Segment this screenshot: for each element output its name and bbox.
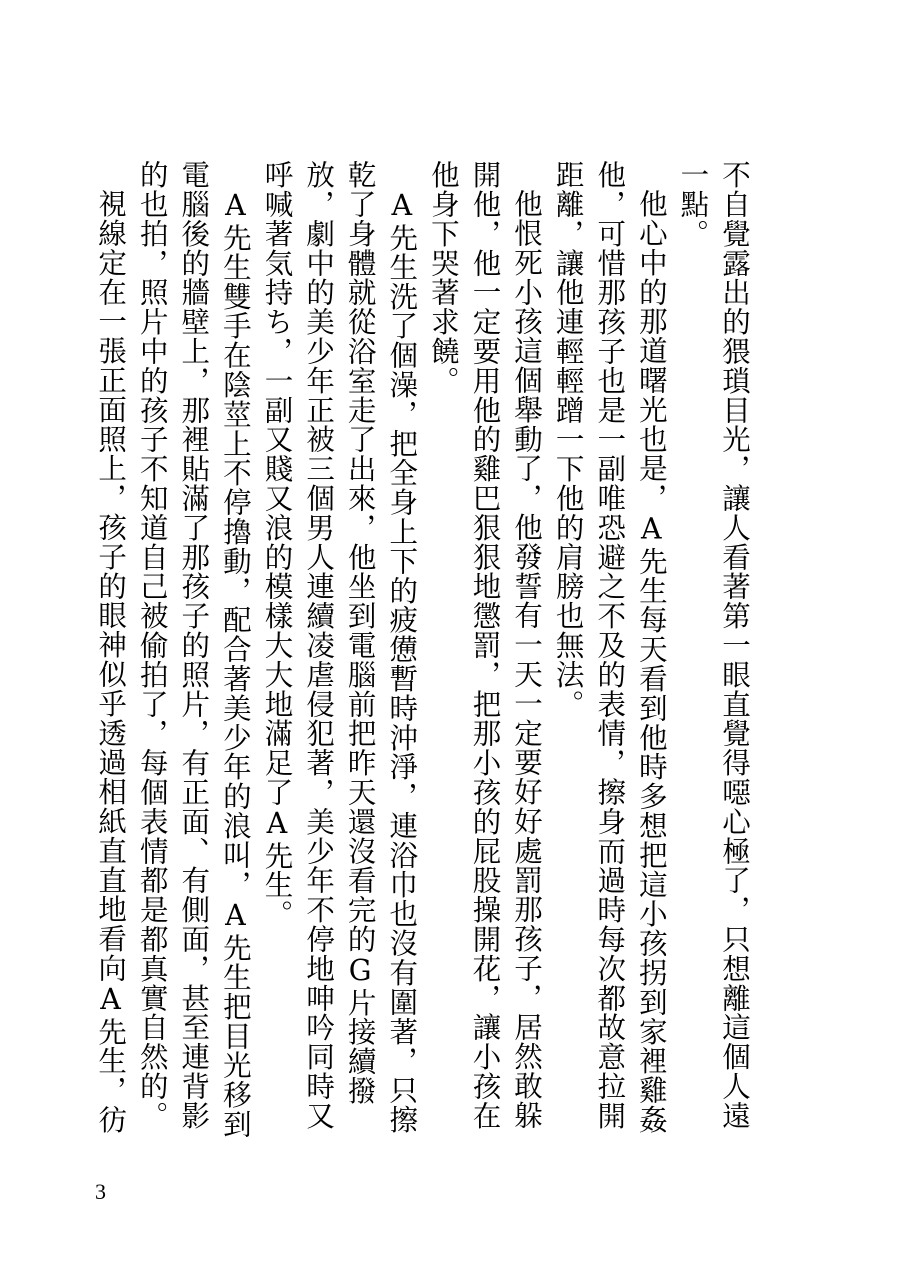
paragraph: 他心中的那道曙光也是，A先生每天看到他時多想把這小孩拐到家裡雞姦他，可惜那孩子也是一副唯恐避之不及的表情，擦身而過時每次都故意拉開距離，讓他連輕輕蹭一下他的肩膀也無法。 [551, 160, 668, 1134]
paragraph: 視線定在一張正面照上，孩子的眼神似乎透過相紙直直地看向A先生，彷 [94, 188, 128, 1134]
page-number: 3 [95, 1179, 106, 1204]
paragraph: A先生洗了個澡，把全身上下的疲憊暫時沖淨，連浴巾也沒有圍著，只擦乾了身體就從浴室走了出來，他坐到電腦前把昨天還沒看完的G片接續撥放，劇中的美少年正被三個男人連續凌虐侵犯著，美少年不停地呻吟同時又呼喊著気持ち，一副又賤又浪的模樣大大地滿足了A先生。 [260, 160, 419, 1134]
paragraph: 不自覺露出的猥瑣目光，讓人看著第一眼直覺得噁心極了，只想離這個人遠一點。 [676, 160, 751, 1131]
vertical-text-body [90, 160, 756, 1140]
paragraph: 他恨死小孩這個舉動了，他發誓有一天一定要好好處罰那孩子，居然敢躲開他，他一定要用他的雞巴狠狠地懲罰，把那小孩的屁股操開花，讓小孩在他身下哭著求饒。 [426, 160, 544, 1131]
paragraph: A先生雙手在陰莖上不停擼動，配合著美少年的浪叫，A先生把目光移到電腦後的牆壁上，那裡貼滿了那孩子的照片，有正面、有側面，甚至連背影的也拍，照片中的孩子不知道自己被偷拍了，每個表情都是都真實自然的。 [135, 160, 252, 1139]
